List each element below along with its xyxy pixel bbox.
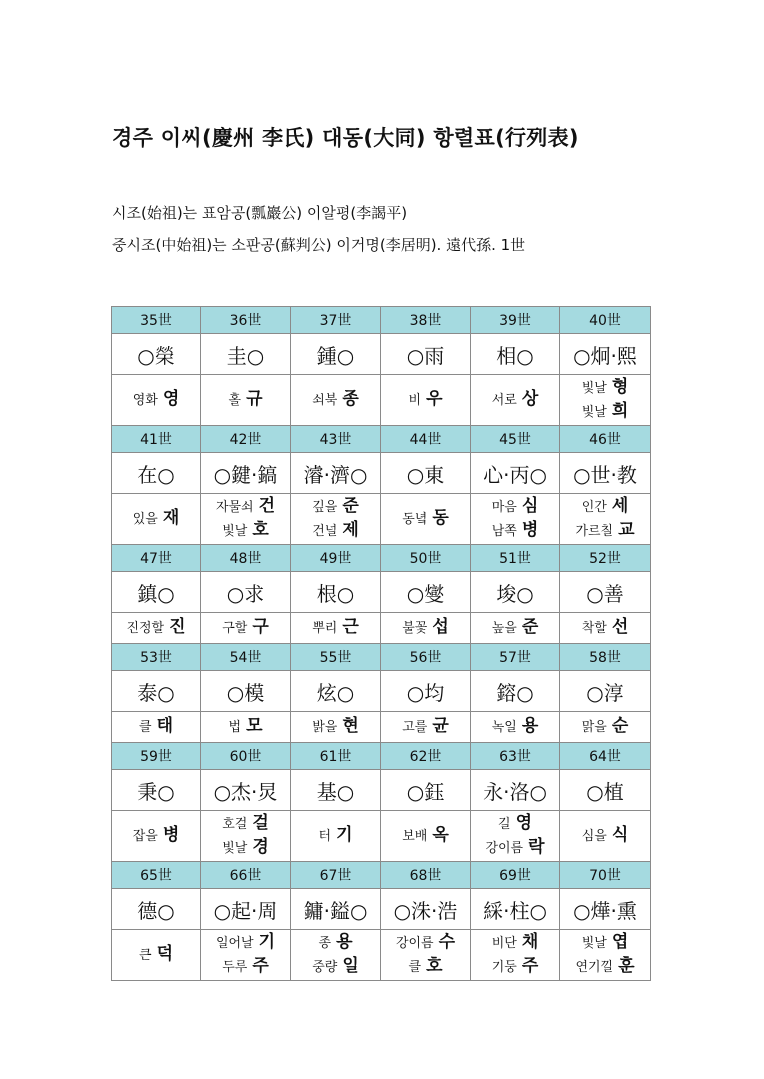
meaning-cell [471, 375, 560, 426]
sound-reading: 현 [342, 716, 359, 736]
meaning-text: 기둥 [491, 960, 517, 975]
generation-number-cell: 53世 [112, 644, 201, 671]
sound-reading: 덕 [156, 944, 173, 964]
meaning-cell [381, 494, 471, 545]
hanja-cell: ○淳 [560, 671, 651, 712]
meaning-cell [112, 930, 201, 981]
hanja-cell: ○洙·浩 [381, 889, 471, 930]
sound-reading: 세 [611, 496, 629, 516]
meaning-text: 종 [318, 936, 332, 951]
hanja-row [112, 334, 651, 375]
generation-header-row [112, 862, 651, 889]
sound-reading: 영 [515, 813, 532, 833]
meaning-text: 중량 [312, 960, 338, 975]
meaning-cell [112, 613, 201, 644]
meaning-cell [201, 375, 291, 426]
hanja-cell: ○燮 [381, 572, 471, 613]
meaning-line [381, 507, 470, 531]
sound-reading: 기 [336, 825, 353, 845]
generation-number-cell: 68世 [381, 862, 471, 889]
meaning-text: 잡을 [132, 829, 158, 844]
meaning-text: 착할 [581, 621, 607, 636]
sound-reading: 일 [342, 956, 359, 976]
meaning-cell [560, 811, 651, 862]
meaning-text: 빛날 [581, 405, 607, 420]
meaning-line [471, 715, 559, 739]
meaning-line [471, 519, 559, 543]
meaning-line [471, 388, 559, 412]
sound-reading: 우 [426, 389, 443, 409]
meaning-line [560, 400, 650, 424]
meaning-cell [471, 494, 560, 545]
meaning-line [201, 812, 290, 836]
meaning-line [471, 836, 559, 860]
meaning-line [560, 519, 650, 543]
meaning-text: 건널 [312, 524, 338, 539]
generation-number-cell: 52世 [560, 545, 651, 572]
meaning-text: 깊을 [312, 500, 338, 515]
meaning-text: 맑을 [581, 720, 607, 735]
generation-number-cell: 37世 [291, 307, 381, 334]
sound-reading: 걸 [252, 813, 269, 833]
meaning-line [291, 495, 380, 519]
meaning-cell [381, 712, 471, 743]
hanja-cell: ○鍵·鎬 [201, 453, 291, 494]
generation-number-cell: 55世 [291, 644, 381, 671]
meaning-line [381, 388, 470, 412]
generation-number-cell: 67世 [291, 862, 381, 889]
hanja-cell: 綵·柱○ [471, 889, 560, 930]
meaning-cell [471, 712, 560, 743]
sound-reading: 태 [156, 716, 173, 736]
meaning-line [381, 955, 470, 979]
meaning-line [560, 616, 650, 640]
sound-reading: 선 [611, 617, 629, 637]
generation-number-cell: 65世 [112, 862, 201, 889]
hanja-row [112, 572, 651, 613]
sound-reading: 주 [252, 956, 269, 976]
hanja-cell: ○起·周 [201, 889, 291, 930]
sound-reading: 근 [342, 617, 359, 637]
meaning-cell [112, 712, 201, 743]
meaning-line [201, 519, 290, 543]
meaning-line [112, 388, 200, 412]
meaning-text: 마음 [491, 500, 517, 515]
meaning-text: 고를 [402, 720, 428, 735]
generation-header-row [112, 426, 651, 453]
meaning-cell [201, 494, 291, 545]
meaning-text: 남쪽 [491, 524, 517, 539]
hanja-cell: ○善 [560, 572, 651, 613]
sound-reading: 주 [521, 956, 539, 976]
generation-number-cell: 41世 [112, 426, 201, 453]
meaning-line [560, 376, 650, 400]
sound-reading: 호 [252, 520, 269, 540]
meaning-text: 비단 [491, 936, 517, 951]
meaning-cell [201, 930, 291, 981]
generation-header-row [112, 307, 651, 334]
meaning-cell [291, 613, 381, 644]
document-title: 경주 이씨(慶州 李氏) 대동(大同) 항렬표(行列表) [112, 126, 579, 150]
hanja-cell: ○世·教 [560, 453, 651, 494]
meaning-text: 빛날 [222, 841, 248, 856]
hanja-cell: 鎮○ [112, 572, 201, 613]
meaning-line [381, 616, 470, 640]
hanja-cell: ○鈺 [381, 770, 471, 811]
generation-number-cell: 61世 [291, 743, 381, 770]
generation-number-cell: 54世 [201, 644, 291, 671]
meaning-text: 진정할 [126, 621, 165, 636]
sound-reading: 호 [426, 956, 443, 976]
generation-number-cell: 47世 [112, 545, 201, 572]
sound-reading: 건 [258, 496, 276, 516]
meaning-line [112, 943, 200, 967]
generation-number-cell: 58世 [560, 644, 651, 671]
hanja-cell: 永·洛○ [471, 770, 560, 811]
meaning-cell [291, 811, 381, 862]
generation-name-table [111, 306, 651, 981]
meaning-line [471, 495, 559, 519]
hanja-cell: ○東 [381, 453, 471, 494]
generation-number-cell: 38世 [381, 307, 471, 334]
hanja-cell: ○燁·熏 [560, 889, 651, 930]
meaning-line [112, 715, 200, 739]
hanja-cell: 相○ [471, 334, 560, 375]
sound-reading: 수 [438, 932, 456, 952]
founder-line: 시조(始祖)는 표암공(瓢巖公) 이알평(李謁平) [112, 204, 408, 222]
hanja-cell: ○榮 [112, 334, 201, 375]
meaning-text: 빛날 [222, 524, 248, 539]
hanja-cell: 秉○ [112, 770, 201, 811]
generation-number-cell: 45世 [471, 426, 560, 453]
hanja-cell: 德○ [112, 889, 201, 930]
sound-reading: 모 [246, 716, 263, 736]
meaning-cell [560, 375, 651, 426]
sound-reading: 종 [342, 389, 359, 409]
meaning-line [201, 388, 290, 412]
meaning-line [381, 931, 470, 955]
hanja-cell: 心·丙○ [471, 453, 560, 494]
sound-reading: 상 [521, 389, 539, 409]
meaning-cell [112, 494, 201, 545]
hanja-cell: 鏞·鎰○ [291, 889, 381, 930]
meaning-text: 녹일 [491, 720, 517, 735]
meaning-cell [560, 494, 651, 545]
meaning-line [471, 812, 559, 836]
sound-reading: 동 [432, 508, 449, 528]
meaning-text: 뿌리 [312, 621, 338, 636]
sound-reading: 병 [162, 825, 180, 845]
sound-reading: 형 [611, 377, 629, 397]
meaning-text: 자물쇠 [215, 500, 254, 515]
generation-number-cell: 48世 [201, 545, 291, 572]
meaning-cell [112, 375, 201, 426]
meaning-cell [471, 613, 560, 644]
meaning-line [560, 824, 650, 848]
hanja-cell: 泰○ [112, 671, 201, 712]
meaning-cell [471, 930, 560, 981]
meaning-text: 클 [408, 960, 422, 975]
meaning-line [201, 495, 290, 519]
sound-reading: 경 [252, 837, 269, 857]
meaning-text: 클 [139, 720, 152, 735]
meaning-line [560, 931, 650, 955]
meaning-line [201, 715, 290, 739]
hanja-row [112, 770, 651, 811]
generation-number-cell: 39世 [471, 307, 560, 334]
meaning-text: 큰 [139, 948, 152, 963]
meaning-text: 연기낄 [575, 960, 614, 975]
meaning-text: 심을 [581, 829, 607, 844]
meaning-cell [291, 494, 381, 545]
mid-founder-line: 중시조(中始祖)는 소판공(蘇判公) 이거명(李居明). 遠代孫. 1世 [112, 236, 526, 254]
meaning-cell [201, 811, 291, 862]
generation-number-cell: 40世 [560, 307, 651, 334]
sound-reading: 엽 [611, 932, 629, 952]
meaning-text: 동녘 [402, 512, 428, 527]
meaning-line [291, 931, 380, 955]
hanja-cell: ○雨 [381, 334, 471, 375]
generation-header-row [112, 644, 651, 671]
hanja-cell: ○植 [560, 770, 651, 811]
meaning-row [112, 494, 651, 545]
generation-number-cell: 60世 [201, 743, 291, 770]
generation-number-cell: 36世 [201, 307, 291, 334]
meaning-text: 비 [408, 393, 422, 408]
hanja-cell: 鎔○ [471, 671, 560, 712]
meaning-text: 일어날 [215, 936, 254, 951]
meaning-text: 호걸 [222, 817, 248, 832]
meaning-row [112, 930, 651, 981]
meaning-row [112, 613, 651, 644]
meaning-text: 쇠북 [312, 393, 338, 408]
sound-reading: 심 [521, 496, 539, 516]
meaning-line [291, 955, 380, 979]
meaning-row [112, 811, 651, 862]
meaning-cell [471, 811, 560, 862]
sound-reading: 재 [162, 508, 180, 528]
sound-reading: 준 [521, 617, 539, 637]
meaning-text: 밝을 [312, 720, 338, 735]
meaning-line [381, 715, 470, 739]
meaning-line [291, 616, 380, 640]
sound-reading: 희 [611, 401, 629, 421]
sound-reading: 구 [252, 617, 269, 637]
hanja-cell: 濬·濟○ [291, 453, 381, 494]
generation-number-cell: 44世 [381, 426, 471, 453]
meaning-line [560, 715, 650, 739]
meaning-line [471, 955, 559, 979]
meaning-text: 강이름 [395, 936, 434, 951]
sound-reading: 규 [246, 389, 263, 409]
meaning-text: 두루 [222, 960, 248, 975]
hanja-cell: 基○ [291, 770, 381, 811]
meaning-text: 서로 [491, 393, 517, 408]
meaning-cell [201, 613, 291, 644]
sound-reading: 준 [342, 496, 359, 516]
sound-reading: 교 [618, 520, 635, 540]
meaning-line [291, 824, 380, 848]
hanja-cell: 鍾○ [291, 334, 381, 375]
meaning-text: 빛날 [581, 936, 607, 951]
meaning-line [381, 824, 470, 848]
meaning-line [471, 616, 559, 640]
generation-number-cell: 64世 [560, 743, 651, 770]
sound-reading: 균 [432, 716, 449, 736]
meaning-line [471, 931, 559, 955]
generation-number-cell: 62世 [381, 743, 471, 770]
meaning-cell [381, 375, 471, 426]
meaning-text: 법 [228, 720, 242, 735]
generation-number-cell: 35世 [112, 307, 201, 334]
meaning-line [201, 836, 290, 860]
meaning-line [201, 955, 290, 979]
meaning-line [112, 507, 200, 531]
meaning-line [291, 715, 380, 739]
generation-number-cell: 42世 [201, 426, 291, 453]
meaning-text: 있을 [132, 512, 158, 527]
meaning-text: 인간 [581, 500, 607, 515]
sound-reading: 제 [342, 520, 359, 540]
sound-reading: 채 [521, 932, 539, 952]
meaning-cell [381, 613, 471, 644]
meaning-text: 가르칠 [575, 524, 614, 539]
sound-reading: 순 [611, 716, 629, 736]
hanja-cell: 炫○ [291, 671, 381, 712]
meaning-line [560, 495, 650, 519]
meaning-cell [560, 930, 651, 981]
meaning-cell [291, 375, 381, 426]
generation-number-cell: 49世 [291, 545, 381, 572]
generation-number-cell: 46世 [560, 426, 651, 453]
meaning-line [201, 616, 290, 640]
meaning-cell [381, 811, 471, 862]
sound-reading: 훈 [618, 956, 635, 976]
meaning-line [291, 519, 380, 543]
sound-reading: 병 [521, 520, 539, 540]
hanja-cell: ○杰·炅 [201, 770, 291, 811]
generation-number-cell: 66世 [201, 862, 291, 889]
hanja-row [112, 671, 651, 712]
sound-reading: 기 [258, 932, 276, 952]
hanja-cell: ○均 [381, 671, 471, 712]
sound-reading: 섭 [432, 617, 449, 637]
meaning-line [560, 955, 650, 979]
sound-reading: 용 [521, 716, 539, 736]
sound-reading: 옥 [432, 825, 449, 845]
hanja-cell: 圭○ [201, 334, 291, 375]
sound-reading: 용 [336, 932, 353, 952]
meaning-line [201, 931, 290, 955]
generation-number-cell: 70世 [560, 862, 651, 889]
sound-reading: 진 [169, 617, 186, 637]
meaning-text: 길 [498, 817, 511, 832]
meaning-cell [112, 811, 201, 862]
meaning-line [112, 824, 200, 848]
meaning-text: 높을 [491, 621, 517, 636]
generation-number-cell: 63世 [471, 743, 560, 770]
meaning-text: 보배 [402, 829, 428, 844]
hanja-cell: ○炯·熙 [560, 334, 651, 375]
meaning-text: 불꽃 [402, 621, 428, 636]
meaning-cell [381, 930, 471, 981]
meaning-cell [560, 613, 651, 644]
generation-number-cell: 51世 [471, 545, 560, 572]
meaning-text: 강이름 [485, 841, 524, 856]
meaning-text: 홀 [228, 393, 242, 408]
meaning-text: 빛날 [581, 381, 607, 396]
generation-number-cell: 57世 [471, 644, 560, 671]
generation-header-row [112, 743, 651, 770]
hanja-cell: ○求 [201, 572, 291, 613]
meaning-cell [201, 712, 291, 743]
generation-header-row [112, 545, 651, 572]
hanja-cell: 在○ [112, 453, 201, 494]
generation-number-cell: 50世 [381, 545, 471, 572]
meaning-text: 영화 [132, 393, 158, 408]
meaning-line [291, 388, 380, 412]
generation-number-cell: 43世 [291, 426, 381, 453]
meaning-text: 터 [318, 829, 332, 844]
hanja-row [112, 453, 651, 494]
sound-reading: 영 [162, 389, 180, 409]
sound-reading: 락 [528, 837, 545, 857]
meaning-cell [291, 930, 381, 981]
meaning-cell [560, 712, 651, 743]
meaning-line [112, 616, 200, 640]
hanja-cell: ○模 [201, 671, 291, 712]
sound-reading: 식 [611, 825, 629, 845]
meaning-text: 구할 [222, 621, 248, 636]
generation-number-cell: 59世 [112, 743, 201, 770]
meaning-row [112, 375, 651, 426]
hanja-cell: 埈○ [471, 572, 560, 613]
meaning-row [112, 712, 651, 743]
meaning-cell [291, 712, 381, 743]
hanja-row [112, 889, 651, 930]
generation-number-cell: 69世 [471, 862, 560, 889]
hanja-cell: 根○ [291, 572, 381, 613]
generation-number-cell: 56世 [381, 644, 471, 671]
